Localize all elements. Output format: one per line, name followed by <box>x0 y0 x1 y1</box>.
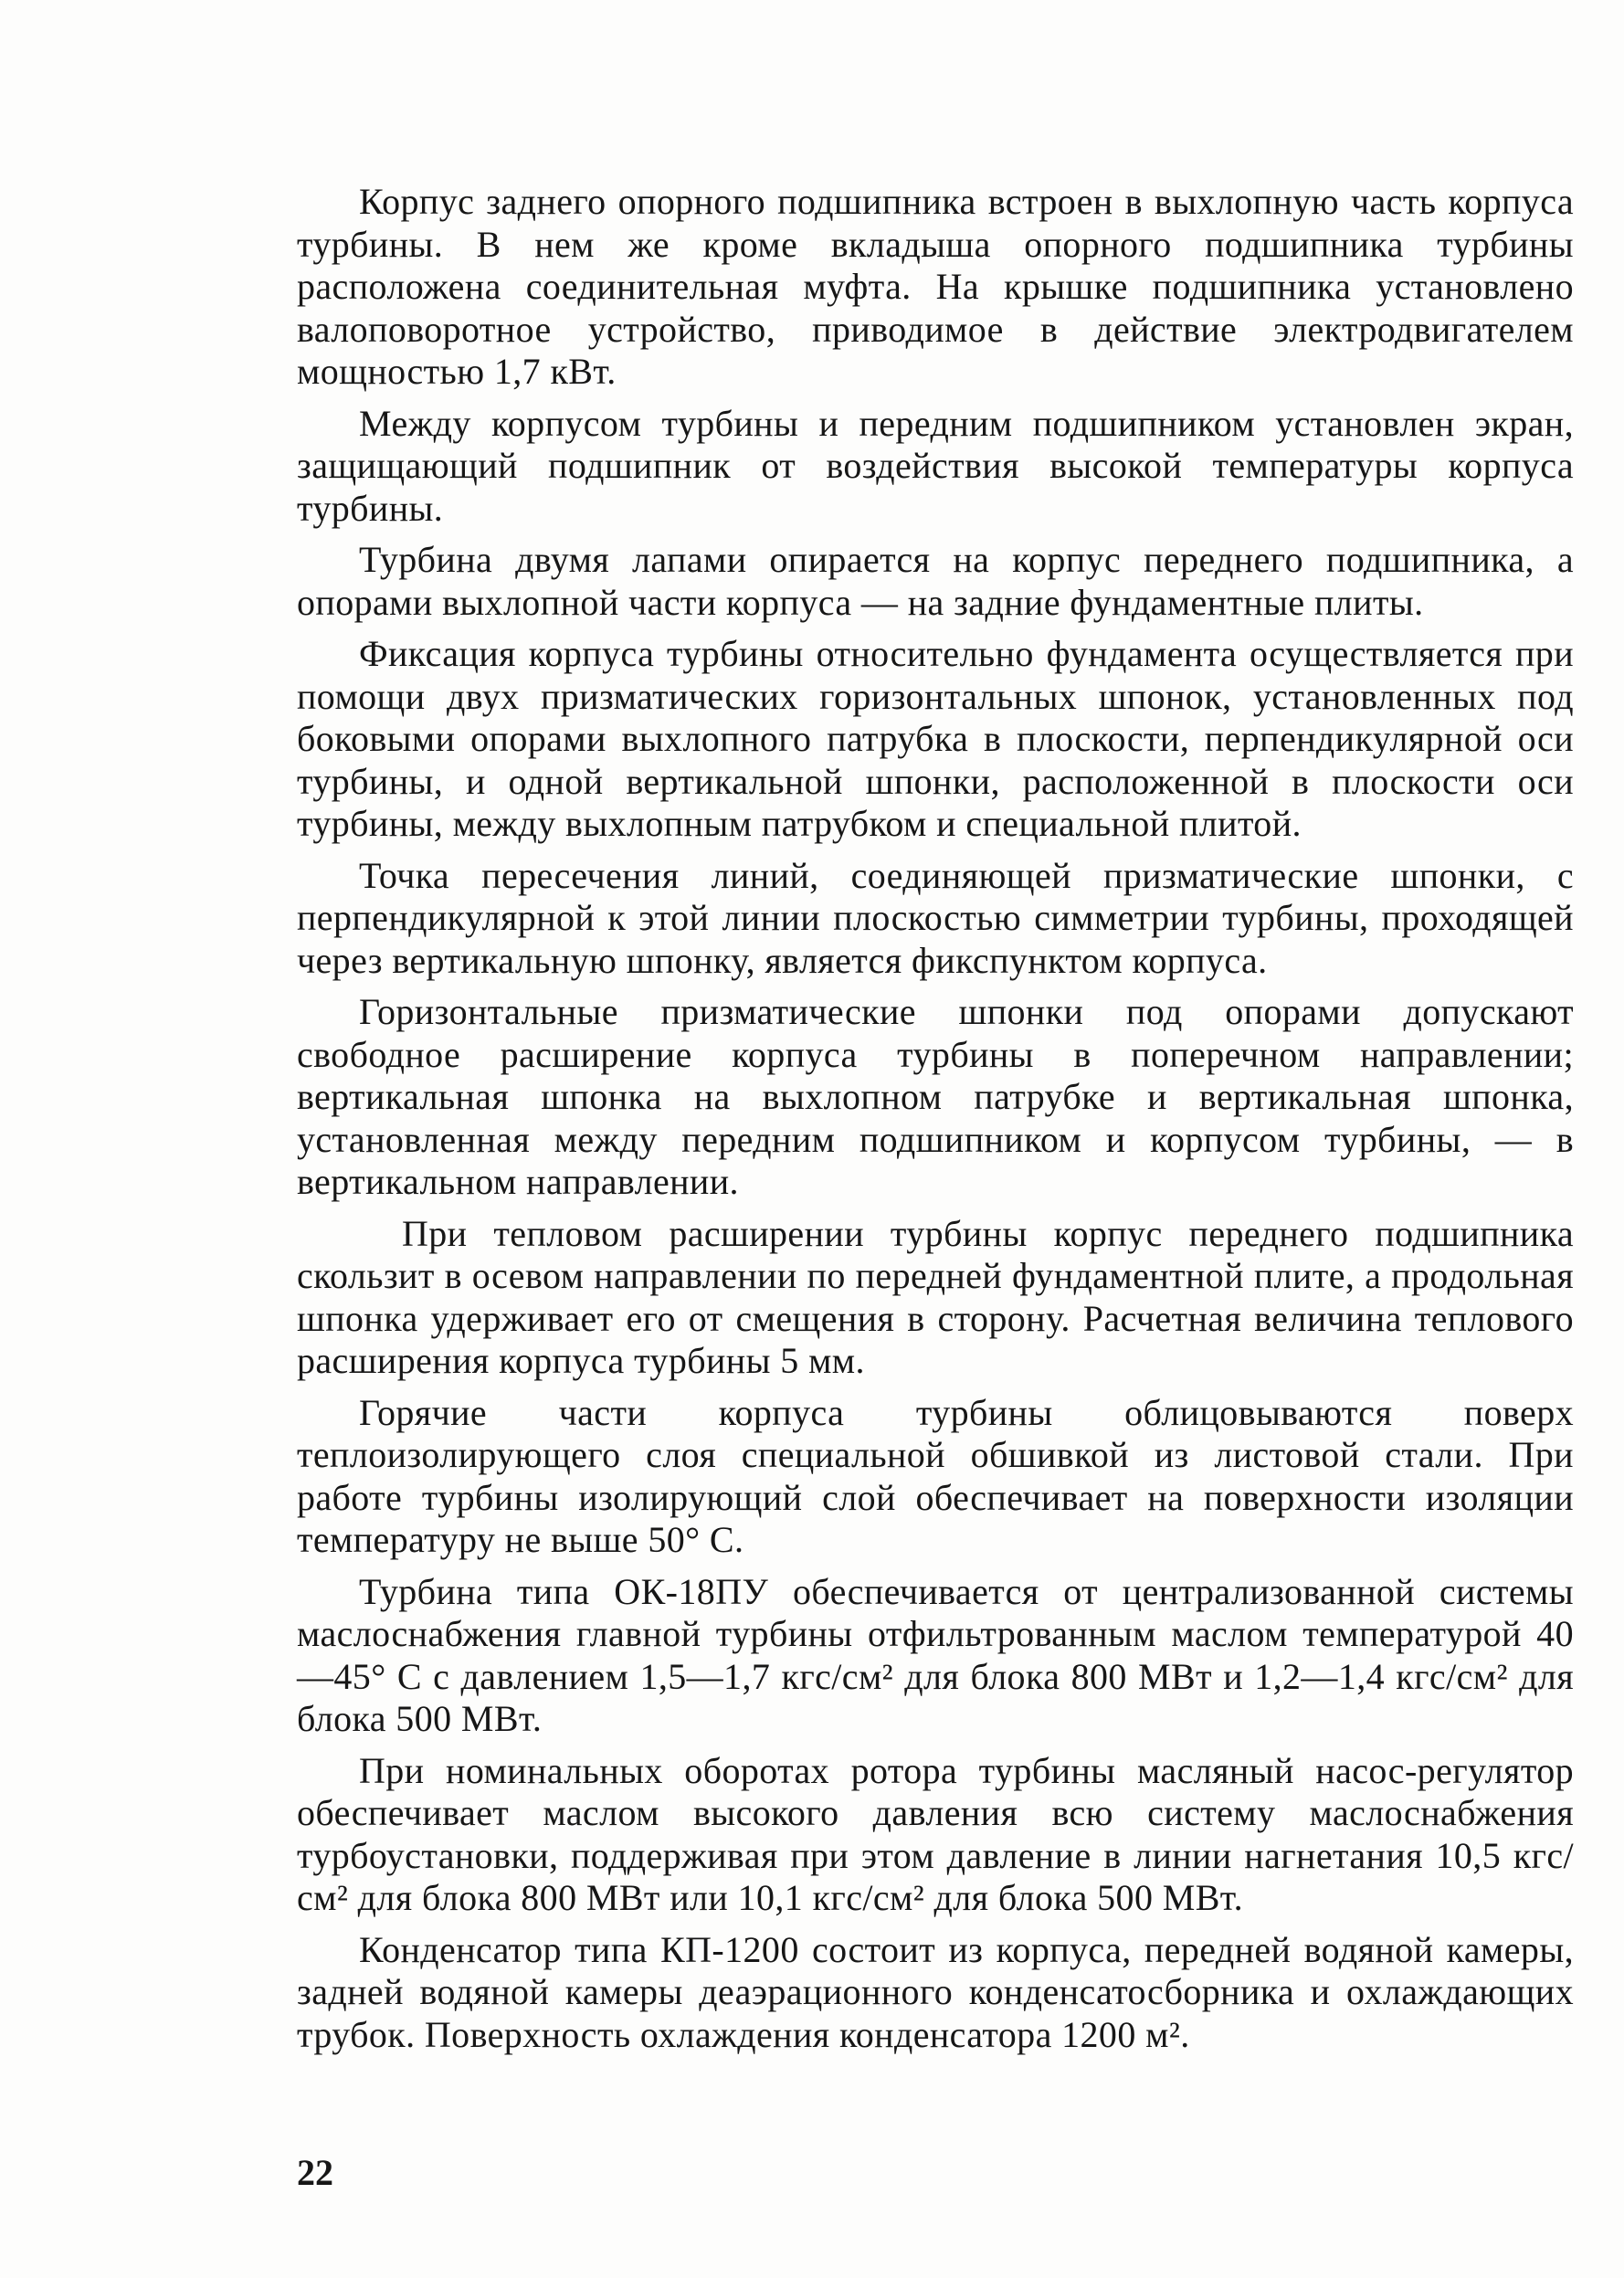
paragraph-rear-bearing: Корпус заднего опорного подшипника встроен в выхлопную часть корпуса турбины. В нем же кроме вкладыша опорного подшипника турбины расположена соединительная муфта. На крышке подшипника установлено валоповоротное устройство, приводимое в действие электродвигателем мощностью 1,7 кВт. <box>297 181 1574 392</box>
paragraph-fixation-keys: Фиксация корпуса турбины относительно фундамента осуществляется при помощи двух призматических горизонтальных шпонок, установленных под боковыми опорами выхлопного патрубка в плоскости, перпендикулярной оси турбины, и одной вертикальной шпонки, расположенной в плоскости оси турбины, между выхлопным патрубком и специальной плитой. <box>297 633 1574 844</box>
paragraph-oil-pump: При номинальных оборотах ротора турбины масляный насос-регулятор обеспечивает маслом высокого давления всю систему маслоснабжения турбоустановки, поддерживая при этом давление в линии нагнетания 10,5 кгс/см² для блока 800 МВт или 10,1 кгс/см² для блока 500 МВт. <box>297 1749 1574 1918</box>
page-number: 22 <box>297 2152 333 2193</box>
paragraph-heat-screen: Между корпусом турбины и передним подшипником установлен экран, защищающий подшипник от воздействия высокой температуры корпуса турбины. <box>297 402 1574 529</box>
paragraph-oil-supply: Турбина типа ОК-18ПУ обеспечивается от централизованной системы маслоснабжения главной турбины отфильтрованным маслом температурой 40—45° С с давлением 1,5—1,7 кгс/см² для блока 800 МВт и 1,2—1,4 кгс/см² для блока 500 МВт. <box>297 1570 1574 1739</box>
paragraph-thermal-expansion: При тепловом расширении турбины корпус переднего подшипника скользит в осевом направлении по передней фундаментной плите, а продольная шпонка удерживает его от смещения в сторону. Расчетная величина теплового расширения корпуса турбины 5 мм. <box>297 1212 1574 1381</box>
body-text <box>297 181 1574 2065</box>
paragraph-condenser: Конденсатор типа КП-1200 состоит из корпуса, передней водяной камеры, задней водяной камеры деаэрационного конденсатосборника и охлаждающих трубок. Поверхность охлаждения конденсатора 1200 м². <box>297 1928 1574 2055</box>
paragraph-horizontal-keys: Горизонтальные призматические шпонки под опорами допускают свободное расширение корпуса турбины в поперечном направлении; вертикальная шпонка на выхлопном патрубке и вертикальная шпонка, установленная между передним подшипником и корпусом турбины, — в вертикальном направлении. <box>297 991 1574 1202</box>
paragraph-turbine-supports: Турбина двумя лапами опирается на корпус переднего подшипника, а опорами выхлопной части корпуса — на задние фундаментные плиты. <box>297 539 1574 623</box>
paragraph-fixed-point: Точка пересечения линий, соединяющей призматические шпонки, с перпендикулярной к этой линии плоскостью симметрии турбины, проходящей через вертикальную шпонку, является фикспунктом корпуса. <box>297 854 1574 981</box>
paragraph-insulation: Горячие части корпуса турбины облицовываются поверх теплоизолирующего слоя специальной обшивкой из листовой стали. При работе турбины изолирующий слой обеспечивает на поверхности изоляции температуру не выше 50° С. <box>297 1391 1574 1560</box>
